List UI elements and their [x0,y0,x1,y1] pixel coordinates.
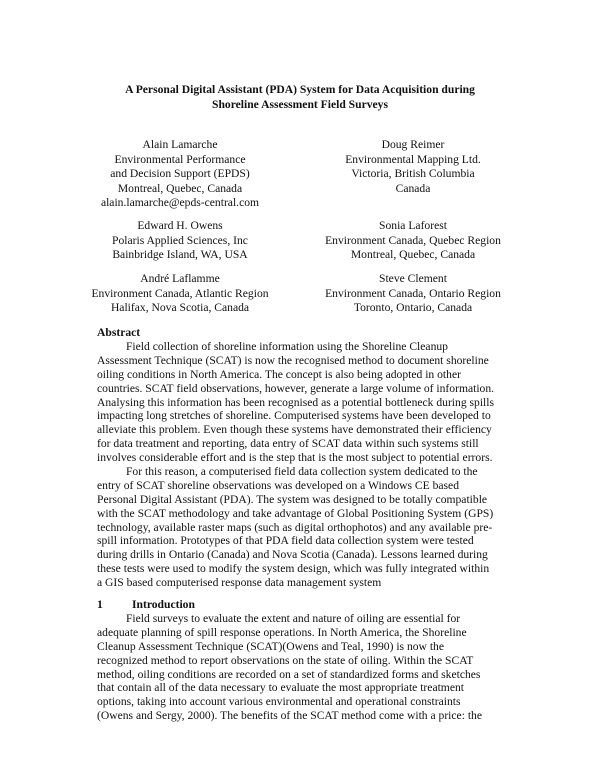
author-affiliation: Polaris Applied Sciences, Inc [112,233,248,247]
text-line: that contain all of the data necessary to evaluate the most appropriate treatment [97,681,464,695]
introduction-paragraph [97,612,517,723]
abstract-paragraph-2 [97,465,517,590]
author-location: Toronto, Ontario, Canada [353,301,473,315]
section-number: 1 [97,598,103,611]
text-line: Cleanup Assessment Technique (SCAT)(Owens and Teal, 1990) is now the [97,639,444,653]
text-line: involves considerable effort and is the step that is the most subject to potential errors. [97,451,493,465]
author-block-clement [293,272,533,316]
author-affiliation: and Decision Support (EPDS) [110,167,250,181]
section-title: Introduction [132,598,195,611]
author-block-owens [60,219,300,263]
text-line: alleviate this problem. Even though these systems have demonstrated their efficiency [97,423,492,437]
title-line: Shoreline Assessment Field Surveys [212,97,388,111]
author-name: Doug Reimer [381,138,445,151]
text-line: technology, available raster maps (such as digital orthophotos) and any available pre- [97,520,493,534]
author-block-laflamme [60,272,300,316]
text-line: Analysing this information has been recognised as a potential bottleneck during spills [97,395,495,409]
author-location: Bainbridge Island, WA, USA [112,248,248,262]
text-line: method, oiling conditions are recorded on a set of standardized forms and sketches [97,667,481,681]
author-location: Montreal, Quebec, Canada [117,181,243,195]
author-email: alain.lamarche@epds-central.com [100,196,260,210]
text-line: Field surveys to evaluate the extent and nature of oiling are essential for [97,612,461,625]
author-name: André Laflamme [140,272,220,285]
author-block-laforest [293,219,533,263]
author-location: Victoria, British Columbia [351,167,475,181]
text-line: a GIS based computerised response data management system [97,576,382,590]
abstract-heading: Abstract [97,326,141,339]
text-line: for data treatment and reporting, data entry of SCAT data within such systems still [97,437,479,451]
author-affiliation: Environmental Performance [114,152,246,166]
author-name: Steve Clement [379,272,447,285]
author-block-lamarche [60,138,300,211]
text-line: oiling conditions in North America. The concept is also being adopted in other [97,367,461,381]
author-affiliation: Environment Canada, Atlantic Region [91,286,269,300]
text-line: For this reason, a computerised field data collection system dedicated to the [97,465,478,478]
text-line: with the SCAT methodology and take advantage of Global Positioning System (GPS) [97,506,494,520]
text-line: Personal Digital Assistant (PDA). The system was designed to be totally compatible [97,492,488,506]
title-line: A Personal Digital Assistant (PDA) System for Data Acquisition during [125,83,475,96]
text-line: (Owens and Sergy, 2000). The benefits of the SCAT method come with a price: the [97,709,482,723]
text-line: Assessment Technique (SCAT) is now the recognised method to document shoreline [97,353,489,367]
abstract-paragraph-1 [97,340,517,465]
author-location: Canada [395,181,431,195]
text-line: these tests were used to modify the system design, which was fully integrated within [97,562,490,576]
author-affiliation: Environment Canada, Quebec Region [325,233,501,247]
paper-title [60,83,540,112]
text-line: entry of SCAT shoreline observations was developed on a Windows CE based [97,478,459,492]
author-location: Montreal, Quebec, Canada [350,248,476,262]
author-name: Edward H. Owens [137,219,223,232]
text-line: Field collection of shoreline information using the Shoreline Cleanup [97,340,448,353]
author-name: Sonia Laforest [379,219,447,232]
text-line: spill information. Prototypes of that PDA field data collection system were tested [97,534,474,548]
author-block-reimer [293,138,533,196]
text-line: options, taking into account various environmental and operational constraints [97,695,461,709]
author-location: Halifax, Nova Scotia, Canada [110,301,250,315]
text-line: countries. SCAT field observations, however, generate a large volume of information. [97,381,495,395]
text-line: impacting long stretches of shoreline. Computerised systems have been developed to [97,409,491,423]
text-line: during drills in Ontario (Canada) and Nova Scotia (Canada). Lessons learned during [97,548,488,562]
author-affiliation: Environmental Mapping Ltd. [345,152,481,166]
text-line: recognized method to report observations on the state of oiling. Within the SCAT [97,653,474,667]
author-affiliation: Environment Canada, Ontario Region [325,286,501,300]
text-line: adequate planning of spill response operations. In North America, the Shoreline [97,625,467,639]
author-name: Alain Lamarche [142,138,218,151]
